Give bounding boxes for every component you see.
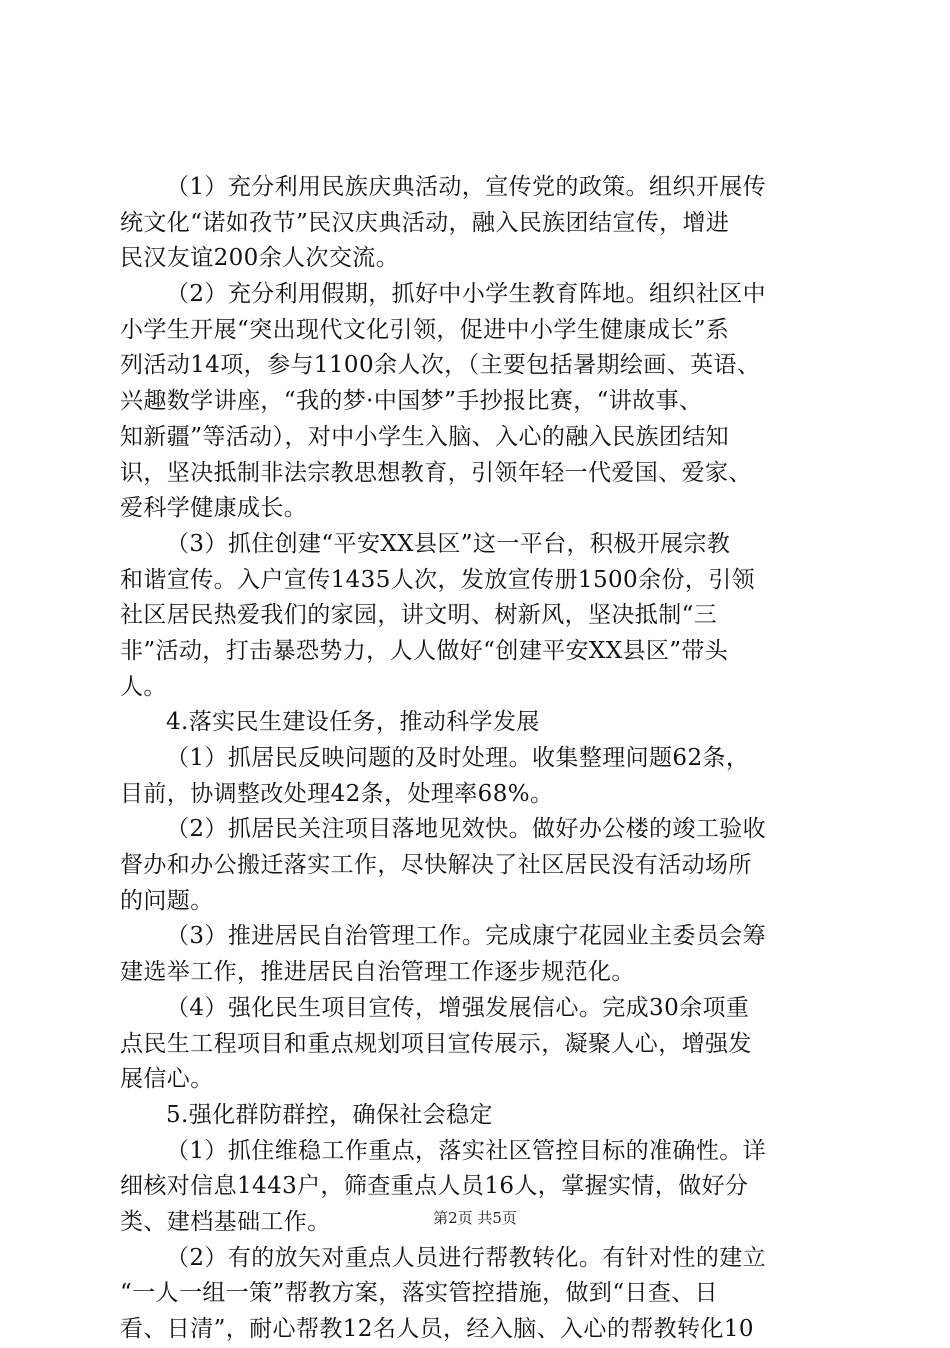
paragraph-line: 小学生开展“突出现代文化引领，促进中小学生健康成长”系 <box>120 316 730 343</box>
paragraph-line: 督办和办公搬迁落实工作，尽快解决了社区居民没有活动场所 <box>120 852 752 879</box>
paragraph-line: 爱科学健康成长。 <box>120 495 308 522</box>
paragraph-line: （2）抓居民关注项目落地见效快。做好办公楼的竣工验收 <box>166 816 767 843</box>
paragraph-line: （3）推进居民自治管理工作。完成康宁花园业主委员会筹 <box>166 923 767 950</box>
section-heading: 4.落实民生建设任务，推动科学发展 <box>166 709 540 736</box>
paragraph-line: 看、日清”，耐心帮教12名人员，经入脑、入心的帮教转化10 <box>120 1316 754 1342</box>
paragraph-line: 人。 <box>120 673 167 700</box>
paragraph-line: 类、建档基础工作。 <box>120 1208 331 1235</box>
paragraph-line: 知新疆”等活动），对中小学生入脑、入心的融入民族团结知 <box>120 423 730 450</box>
paragraph-line: 统文化“诺如孜节”民汉庆典活动，融入民族团结宣传，增进 <box>120 209 730 236</box>
paragraph-line: 兴趣数学讲座，“我的梦·中国梦”手抄报比赛，“讲故事、 <box>120 388 703 415</box>
page-footer <box>0 1208 950 1228</box>
paragraph-line: （4）强化民生项目宣传，增强发展信心。完成30余项重 <box>166 994 750 1021</box>
paragraph-line: 的问题。 <box>120 887 214 914</box>
paragraph-line: 建选举工作，推进居民自治管理工作逐步规范化。 <box>120 959 635 986</box>
paragraph-line: 社区居民热爱我们的家园，讲文明、树新风，坚决抵制“三 <box>120 602 718 629</box>
paragraph-line: （2）充分利用假期，抓好中小学生教育阵地。组织社区中 <box>166 281 767 308</box>
paragraph-line: 展信心。 <box>120 1066 214 1093</box>
paragraph-line: 识，坚决抵制非法宗教思想教育，引领年轻一代爱国、爱家、 <box>120 459 752 486</box>
document-body <box>120 170 840 1348</box>
paragraph-line: 和谐宣传。入户宣传1435人次，发放宣传册1500余份，引领 <box>120 566 756 593</box>
paragraph-line: 点民生工程项目和重点规划项目宣传展示，凝聚人心，增强发 <box>120 1030 752 1057</box>
paragraph-line: 目前，协调整改处理42条，处理率68%。 <box>120 780 554 807</box>
section-heading: 5.强化群防群控，确保社会稳定 <box>166 1101 493 1128</box>
paragraph-line: 细核对信息1443户，筛查重点人员16人，掌握实情，做好分 <box>120 1173 749 1200</box>
paragraph-line: （1）抓住维稳工作重点，落实社区管控目标的准确性。详 <box>166 1137 767 1164</box>
paragraph-line: 民汉友谊200余人次交流。 <box>120 245 400 272</box>
paragraph-line: （1）抓居民反映问题的及时处理。收集整理问题62条， <box>166 745 750 771</box>
paragraph-line: 非”活动，打击暴恐势力，人人做好“创建平安XX县区”带头 <box>120 637 729 664</box>
page-number-label: 第2页 共5页 <box>433 1209 517 1227</box>
paragraph-line: 列活动14项，参与1100余人次，（主要包括暑期绘画、英语、 <box>120 352 761 379</box>
paragraph-line: （2）有的放矢对重点人员进行帮教转化。有针对性的建立 <box>166 1244 767 1271</box>
paragraph-line: （1）充分利用民族庆典活动，宣传党的政策。组织开展传 <box>166 174 767 200</box>
paragraph-line: “一人一组一策”帮教方案，落实管控措施，做到“日查、日 <box>120 1280 719 1307</box>
paragraph-line: （3）抓住创建“平安XX县区”这一平台，积极开展宗教 <box>166 530 731 557</box>
